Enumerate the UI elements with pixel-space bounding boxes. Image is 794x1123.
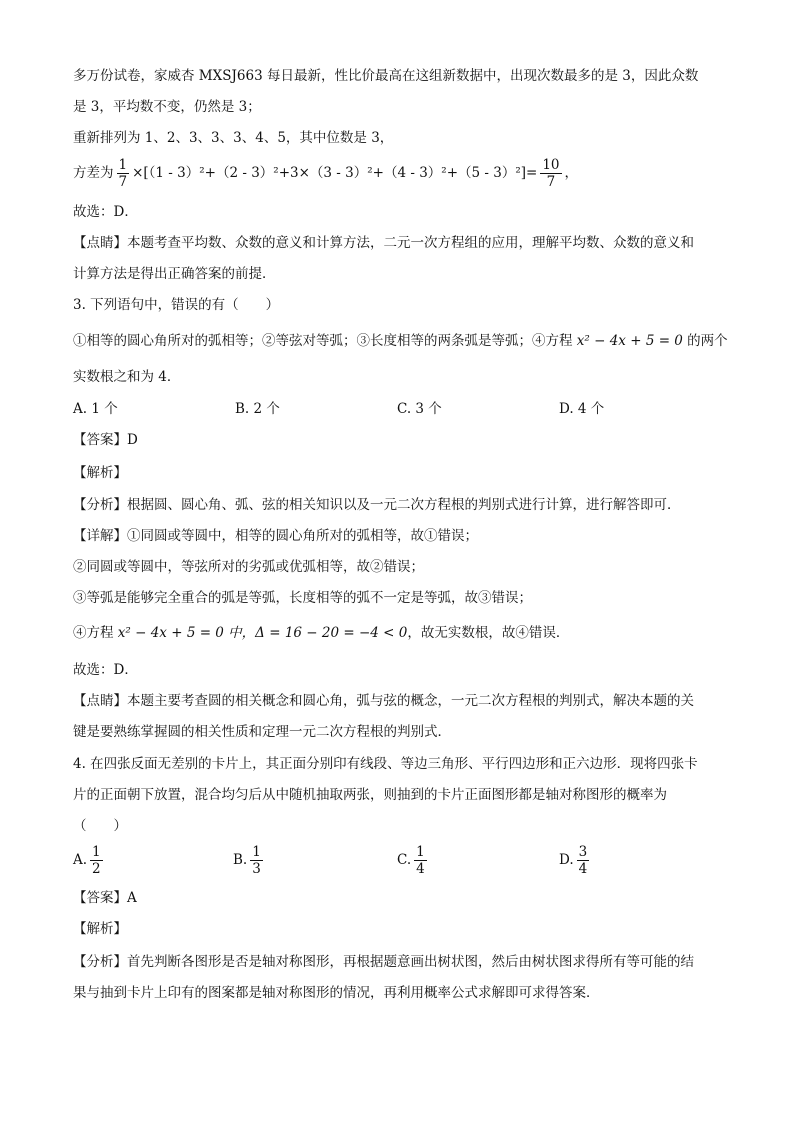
detail-text: ③等弧是能够完全重合的弧是等弧，长度相等的弧不一定是等弧，故③错误； <box>73 590 532 606</box>
fraction-numerator: 1 <box>118 157 128 173</box>
option-fraction <box>90 844 103 877</box>
fraction-denominator: 4 <box>578 861 588 877</box>
option-fraction <box>414 844 427 877</box>
variance-prefix: 方差为 <box>73 165 114 181</box>
fraction-numerator: 1 <box>252 844 261 860</box>
answer-label: 【答案】A <box>73 890 137 906</box>
option-a <box>73 843 106 877</box>
option-label: B. <box>233 852 248 868</box>
fraction-denominator: 2 <box>92 861 101 877</box>
remark-text: 【点睛】本题主要考查圆的相关概念和圆心角，弧与弦的概念，一元二次方程根的判别式，解决本题的关 <box>73 693 694 709</box>
text-line: 计算方法是得出正确答案的前提． <box>73 266 276 282</box>
remark-text: 键是要熟练掌握圆的相关性质和定理一元二次方程根的判别式． <box>73 724 451 740</box>
analysis-label: 【解析】 <box>73 921 127 937</box>
analysis-text: 【分析】首先判断各图形是否是轴对称图形，再根据题意画出树状图，然后由树状图求得所有等可能的结 <box>73 954 694 970</box>
text-line: 故选：D． <box>73 204 138 220</box>
option-d <box>559 843 592 877</box>
fraction-numerator: 1 <box>416 844 425 860</box>
detail-text: 【详解】①同圆或等圆中，相等的圆心角所对的弧相等，故①错误； <box>73 528 478 544</box>
fraction-denominator: 4 <box>416 861 425 877</box>
fraction-one-seventh <box>117 157 130 190</box>
analysis-label: 【解析】 <box>73 465 127 481</box>
option-a: A. 1 个 <box>73 401 118 417</box>
statement-text: 的两个 <box>682 333 728 349</box>
fraction-numerator: 1 <box>92 844 101 860</box>
option-label: C. <box>397 852 412 868</box>
question-3-statement <box>73 332 728 350</box>
question-3-title: 3. 下列语句中，错误的有（ ） <box>73 297 280 313</box>
detail-text: ②同圆或等圆中，等弦所对的劣弧或优弧相等，故②错误； <box>73 559 424 575</box>
fraction-denominator: 7 <box>546 174 556 190</box>
variance-body: ×[（1 - 3）²+（2 - 3）²+3×（3 - 3）²+（4 - 3）²+（5 - 3）²]= <box>132 165 538 181</box>
option-label: D. <box>559 852 574 868</box>
variance-line <box>73 156 578 190</box>
option-c: C. 3 个 <box>397 401 442 417</box>
equation: x² − 4x + 5 = 0 <box>576 333 683 349</box>
option-label: A. <box>73 852 88 868</box>
detail-text-part: ④方程 <box>73 625 118 641</box>
question-4-text: （ ） <box>73 818 127 834</box>
fraction-numerator: 10 <box>542 157 560 173</box>
variance-suffix: ， <box>564 165 579 181</box>
detail-text <box>73 624 569 642</box>
option-d: D. 4 个 <box>559 401 605 417</box>
statement-text: ①相等的圆心角所对的弧相等；②等弦对等弧；③长度相等的两条弧是等弧；④方程 <box>73 333 577 349</box>
answer-label: 【答案】D <box>73 432 138 448</box>
analysis-text: 【分析】根据圆、圆心角、弧、弦的相关知识以及一元二次方程根的判别式进行计算，进行解答即可． <box>73 497 681 513</box>
equation: x² − 4x + 5 = 0 中，Δ = 16 − 20 = −4 < 0 <box>117 625 408 641</box>
text-line: 是 3，平均数不变，仍然是 3； <box>73 99 261 115</box>
analysis-text: 果与抽到卡片上印有的图案都是轴对称图形的情况，再利用概率公式求解即可求得答案． <box>73 985 600 1001</box>
option-c <box>397 843 430 877</box>
text-line: 多万份试卷，家威杏 MXSJ663 每日最新，性比价最高在这组新数据中，出现次数最多的是 3，因此众数 <box>73 68 699 84</box>
fraction-denominator: 7 <box>118 174 128 190</box>
option-b <box>233 843 266 877</box>
fraction-ten-sevenths <box>540 157 561 190</box>
detail-text-part: ，故无实数根，故④错误． <box>407 625 570 641</box>
fraction-denominator: 3 <box>252 861 261 877</box>
fraction-numerator: 3 <box>578 844 588 860</box>
option-fraction <box>250 844 263 877</box>
text-line: 【点睛】本题考查平均数、众数的意义和计算方法，二元一次方程组的应用，理解平均数、众数的意义和 <box>73 235 694 251</box>
question-4-title: 4. 在四张反面无差别的卡片上，其正面分别印有线段、等边三角形、平行四边形和正六边形．现将四张卡 <box>73 756 698 772</box>
text-line: 故选：D． <box>73 662 138 678</box>
question-4-text: 片的正面朝下放置，混合均匀后从中随机抽取两张，则抽到的卡片正面图形都是轴对称图形的概率为 <box>73 787 667 803</box>
text-line: 重新排列为 1、2、3、3、3、4、5，其中位数是 3， <box>73 130 394 146</box>
option-b: B. 2 个 <box>235 401 280 417</box>
option-fraction <box>577 844 590 877</box>
question-3-statement-cont: 实数根之和为 4． <box>73 369 181 385</box>
